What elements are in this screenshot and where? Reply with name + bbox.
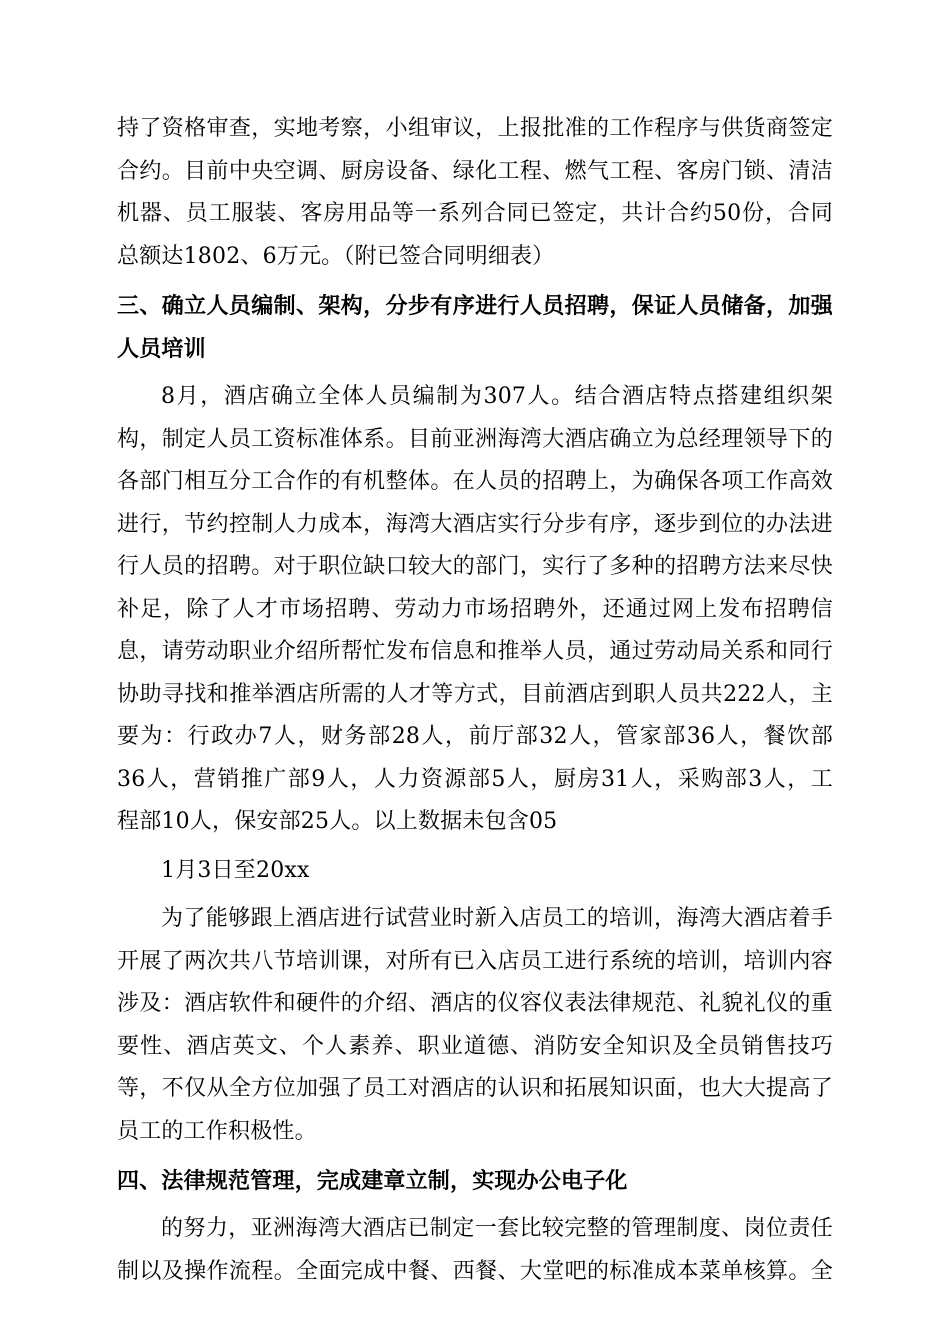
paragraph-line: 涉及：酒店软件和硬件的介绍、酒店的仪容仪表法律规范、礼貌礼仪的重 (117, 991, 833, 1016)
section-heading: 四、法律规范管理，完成建章立制，实现办公电子化 (117, 1168, 628, 1194)
paragraph-line: 程部10人，保安部25人。以上数据未包含05 (117, 809, 558, 834)
paragraph-line: 员工的工作积极性。 (117, 1119, 317, 1144)
paragraph-line: 补足，除了人才市场招聘、劳动力市场招聘外，还通过网上发布招聘信 (117, 597, 833, 622)
paragraph-line: 等，不仅从全方位加强了员工对酒店的认识和拓展知识面，也大大提高了 (117, 1076, 833, 1101)
paragraph-line: 行人员的招聘。对于职位缺口较大的部门，实行了多种的招聘方法来尽快 (117, 554, 833, 579)
paragraph-line: 1月3日至20xx (161, 858, 310, 883)
paragraph-line: 制以及操作流程。全面完成中餐、西餐、大堂吧的标准成本菜单核算。全 (117, 1259, 833, 1284)
paragraph-line: 进行，节约控制人力成本，海湾大酒店实行分步有序，逐步到位的办法进 (117, 512, 833, 537)
paragraph-line: 总额达1802、6万元。（附已签合同明细表） (117, 244, 555, 269)
paragraph-line: 8月，酒店确立全体人员编制为307人。结合酒店特点搭建组织架 (161, 384, 833, 409)
paragraph-line: 要为：行政办7人，财务部28人，前厅部32人，管家部36人，餐饮部 (117, 724, 833, 749)
paragraph-line: 合约。目前中央空调、厨房设备、绿化工程、燃气工程、客房门锁、清洁 (117, 159, 833, 184)
paragraph-line: 开展了两次共八节培训课，对所有已入店员工进行系统的培训，培训内容 (117, 949, 833, 974)
section-heading: 三、确立人员编制、架构，分步有序进行人员招聘，保证人员储备，加强 (117, 293, 833, 319)
paragraph-line: 要性、酒店英文、个人素养、职业道德、消防安全知识及全员销售技巧 (117, 1034, 833, 1059)
paragraph-line: 构，制定人员工资标准体系。目前亚洲海湾大酒店确立为总经理领导下的 (117, 427, 833, 452)
section-heading: 人员培训 (117, 336, 206, 362)
paragraph-line: 为了能够跟上酒店进行试营业时新入店员工的培训，海湾大酒店着手 (161, 906, 833, 931)
paragraph-line: 持了资格审查，实地考察，小组审议，上报批准的工作程序与供货商签定 (117, 116, 833, 141)
paragraph-line: 的努力，亚洲海湾大酒店已制定一套比较完整的管理制度、岗位责任 (161, 1216, 833, 1241)
paragraph-line: 各部门相互分工合作的有机整体。在人员的招聘上，为确保各项工作高效 (117, 469, 833, 494)
paragraph-line: 息，请劳动职业介绍所帮忙发布信息和推举人员，通过劳动局关系和同行 (117, 639, 833, 664)
paragraph-line: 36人，营销推广部9人，人力资源部5人，厨房31人，采购部3人，工 (117, 767, 833, 792)
paragraph-line: 协助寻找和推举酒店所需的人才等方式，目前酒店到职人员共222人，主 (117, 682, 833, 707)
paragraph-line: 机器、员工服装、客房用品等一系列合同已签定，共计合约50份，合同 (117, 201, 833, 226)
